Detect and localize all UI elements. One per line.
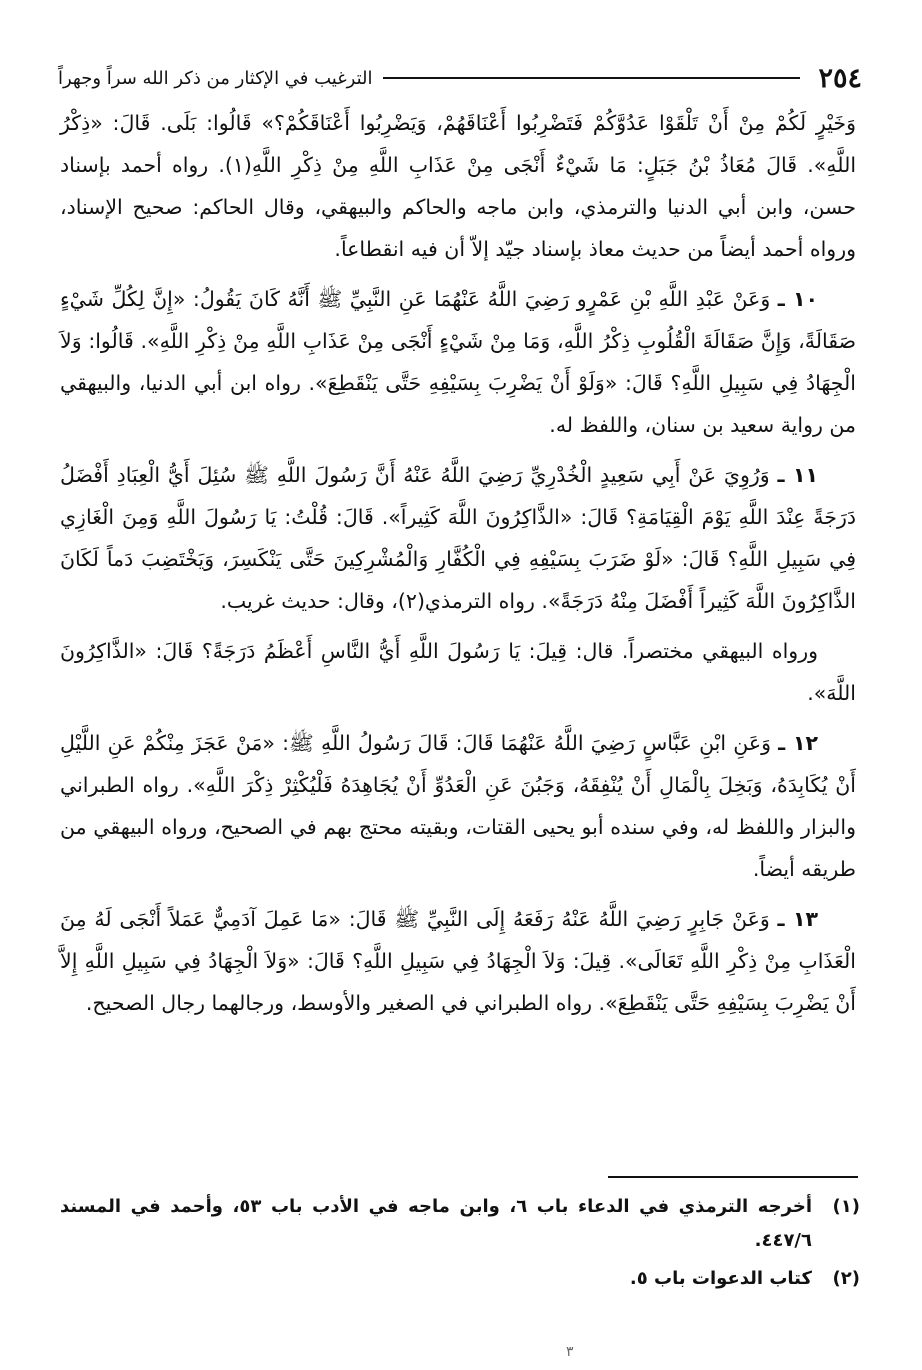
footnote-1	[60, 1190, 860, 1258]
footnote-mark: (٢)	[832, 1268, 860, 1289]
hadith-text: وَعَنِ ابْنِ عَبَّاسٍ رَضِيَ اللَّهُ عَنْهُمَا قَالَ: قَالَ رَسُولُ اللَّهِ ﷺ: «مَنْ عَجَزَ مِنْكُمْ عَنِ اللَّيْلِ أَنْ يُكَابِدَهُ، وَبَخِلَ بِالْمَالِ أَنْ يُنْفِقَهُ، وَجَبُنَ عَنِ الْعَدُوِّ أَنْ يُجَاهِدَهُ فَلْيُكْثِرْ ذِكْرَ اللَّهِ». رواه الطبراني والبزار واللفظ له، وفي سنده أبو يحيى القتات، وبقيته محتج بهم في الصحيح، ورواه البيهقي من طريقه أيضاً.	[60, 731, 856, 881]
hadith-text: وَعَنْ جَابِرٍ رَضِيَ اللَّهُ عَنْهُ رَفَعَهُ إِلَى النَّبِيِّ ﷺ قَالَ: «مَا عَمِلَ آدَمِيٌّ عَمَلاً أَنْجَى لَهُ مِنَ الْعَذَابِ مِنْ ذِكْرِ اللَّهِ تَعَالَى». قِيلَ: وَلاَ الْجِهَادُ فِي سَبِيلِ اللَّهِ؟ قَالَ: «وَلاَ الْجِهَادُ فِي سَبِيلِ اللَّهِ إِلاَّ أَنْ يَضْرِبَ بِسَيْفِهِ حَتَّى يَنْقَطِعَ». رواه الطبراني في الصغير والأوسط، ورجالهما رجال الصحيح.	[60, 907, 856, 1015]
page-number: ٢٥٤	[818, 62, 862, 94]
body-text	[60, 102, 856, 1032]
footnote-mark: (١)	[832, 1196, 860, 1217]
footnote-separator	[608, 1176, 858, 1178]
footnotes	[60, 1190, 860, 1300]
footnote-text: كتاب الدعوات باب ٥.	[629, 1268, 812, 1289]
running-header	[58, 58, 862, 98]
footnote-2	[60, 1262, 860, 1296]
paragraph-continuation: وَخَيْرٍ لَكُمْ مِنْ أَنْ تَلْقَوْا عَدُوَّكُمْ فَتَضْرِبُوا أَعْنَاقَهُمْ، وَيَضْرِبُوا أَعْنَاقَكُمْ؟» قَالُوا: بَلَى. قَالَ: «ذِكْرُ اللَّهِ». قَالَ مُعَاذُ بْنُ جَبَلٍ: مَا شَيْءٌ أَنْجَى مِنْ عَذَابِ اللَّهِ مِنْ ذِكْرِ اللَّهِ(١). رواه أحمد بإسناد حسن، وابن أبي الدنيا والترمذي، وابن ماجه والحاكم والبيهقي، وقال الحاكم: صحيح الإسناد، ورواه أحمد أيضاً من حديث معاذ بإسناد جيّد إلاّ أن فيه انقطاعاً.	[60, 111, 857, 261]
header-rule	[383, 77, 801, 79]
hadith-number: ١٢ ـ	[778, 731, 818, 755]
hadith-text: وَعَنْ عَبْدِ اللَّهِ بْنِ عَمْرٍو رَضِيَ اللَّهُ عَنْهُمَا عَنِ النَّبِيِّ ﷺ أَنَّهُ كَانَ يَقُولُ: «إِنَّ لِكُلِّ شَيْءٍ صَقَالَةً، وَإِنَّ صَقَالَةَ الْقُلُوبِ ذِكْرُ اللَّهِ، وَمَا مِنْ شَيْءٍ أَنْجَى مِنْ عَذَابِ اللَّهِ مِنْ ذِكْرِ اللَّهِ». قَالُوا: وَلاَ الْجِهَادُ فِي سَبِيلِ اللَّهِ؟ قَالَ: «وَلَوْ أَنْ يَضْرِبَ بِسَيْفِهِ حَتَّى يَنْقَطِعَ». رواه ابن أبي الدنيا، والبيهقي من رواية سعيد بن سنان، واللفظ له.	[60, 287, 856, 437]
hadith-12	[60, 722, 856, 890]
hadith-11	[60, 454, 856, 622]
hadith-number: ١٣ ـ	[777, 907, 818, 931]
hadith-11-addendum: ورواه البيهقي مختصراً. قال: قِيلَ: يَا رَسُولَ اللَّهِ أَيُّ النَّاسِ أَعْظَمُ دَرَجَةً؟ قَالَ: «الذَّاكِرُونَ اللَّهَ».	[60, 639, 856, 705]
hadith-10	[60, 278, 856, 446]
hadith-13	[60, 898, 856, 1024]
running-title: الترغيب في الإكثار من ذكر الله سراً وجهراً	[58, 67, 373, 89]
footnote-text: أخرجه الترمذي في الدعاء باب ٦، وابن ماجه في الأدب باب ٥٣، وأحمد في المسند ٤٤٧/٦.	[60, 1196, 812, 1251]
stray-print-mark: ٣	[566, 1344, 574, 1360]
hadith-number: ١٠ ـ	[777, 287, 818, 311]
hadith-number: ١١ ـ	[777, 463, 818, 487]
hadith-text: وَرُوِيَ عَنْ أَبِي سَعِيدٍ الْخُدْرِيِّ رَضِيَ اللَّهُ عَنْهُ أَنَّ رَسُولَ اللَّهِ ﷺ سُئِلَ أَيُّ الْعِبَادِ أَفْضَلُ دَرَجَةً عِنْدَ اللَّهِ يَوْمَ الْقِيَامَةِ؟ قَالَ: «الذَّاكِرُونَ اللَّهَ كَثِيراً». قَالَ: قُلْتُ: يَا رَسُولَ اللَّهِ وَمِنَ الْغَازِي فِي سَبِيلِ اللَّهِ؟ قَالَ: «لَوْ ضَرَبَ بِسَيْفِهِ فِي الْكُفَّارِ وَالْمُشْرِكِينَ حَتَّى يَنْكَسِرَ، وَيَخْتَضِبَ دَماً لَكَانَ الذَّاكِرُونَ اللَّهَ كَثِيراً أَفْضَلَ مِنْهُ دَرَجَةً». رواه الترمذي(٢)، وقال: حديث غريب.	[60, 463, 856, 613]
